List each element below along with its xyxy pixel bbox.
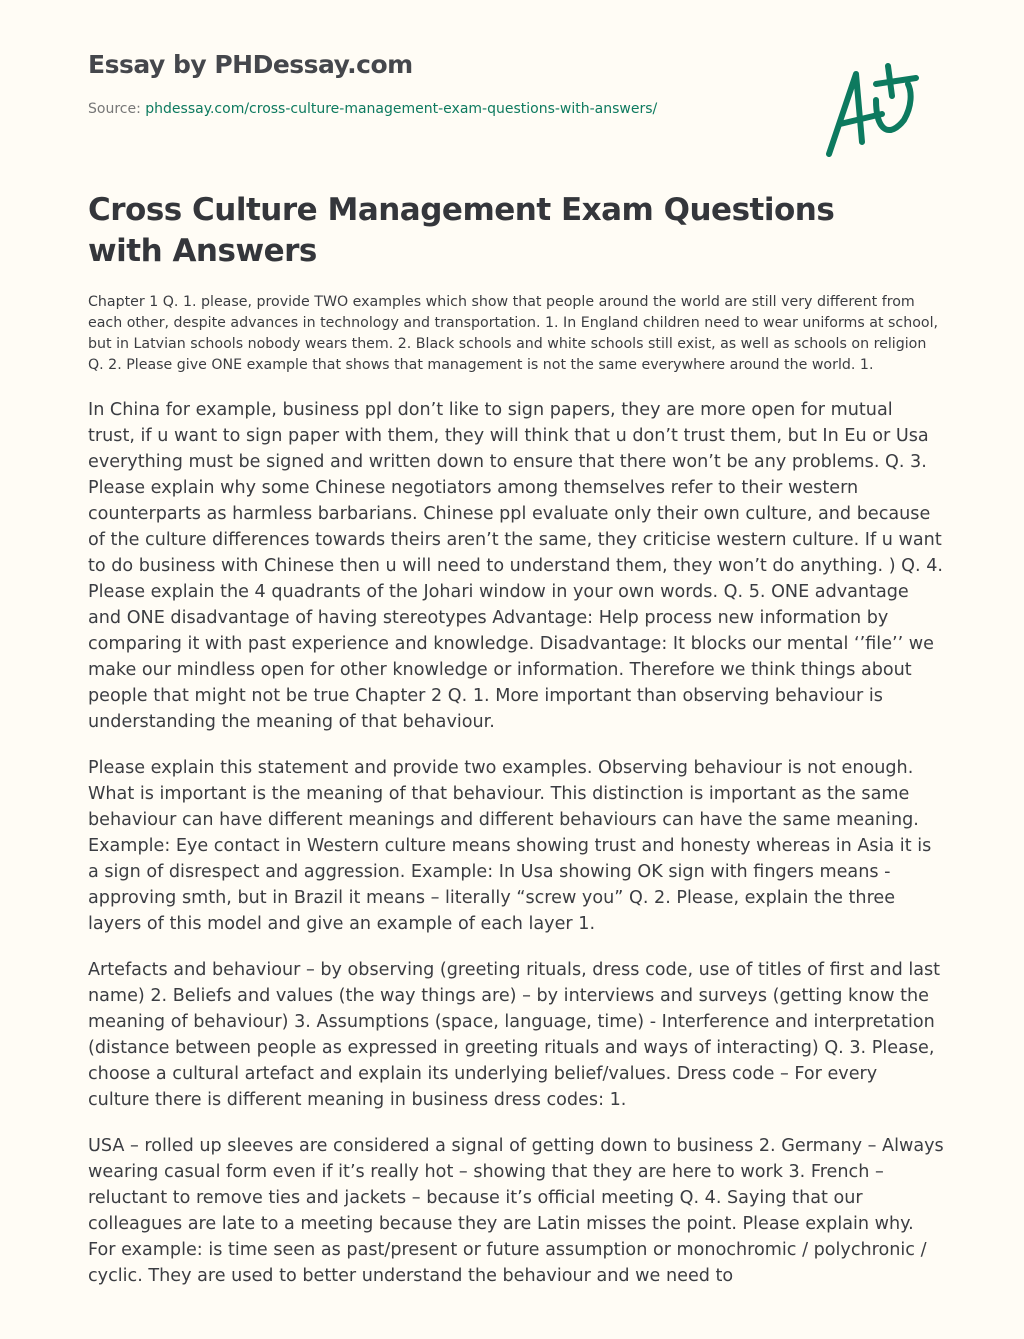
essay-paragraph: Artefacts and behaviour – by observing (greeting rituals, dress code, use of titles of first and last name) 2. Beliefs and values (the way things are) – by interviews and surveys (getting know the meaning of behaviour) 3. Assumptions (space, language, time) - Interference and interpretation (distance between people as expressed in greeting rituals and ways of interacting) Q. 3. Please, choose a cultural artefact and explain its underlying belief/values. Dress code – For every culture there is different meaning in business dress codes: 1. — [88, 960, 941, 1110]
essay-paragraph: Please explain this statement and provide two examples. Observing behaviour is not enough. What is important is the meaning of that behaviour. This distinction is important as the same behaviour can have different meanings and different behaviours can have the same meaning. Example: Eye contact in Western culture means showing trust and honesty whereas in Asia it is a sign of disrespect and aggression. Example: In Usa showing OK sign with fingers means - approving smth, but in Brazil it means – literally “screw you” Q. 2. Please, explain the three layers of this model and give an example of each layer 1. — [88, 758, 932, 934]
source-label: Source: — [88, 101, 146, 117]
intro-paragraph: Chapter 1 Q. 1. please, provide TWO examples which show that people around the world are still very different from each other, despite advances in technology and transportation. 1. In England children need to wear uniforms at school, but in Latvian schools nobody wears them. 2. Black schools and white schools still exist, as well as schools on religion Q. 2. Please give ONE example that shows that management is not the same everywhere around the world. 1. — [88, 294, 939, 373]
essay-paragraph: In China for example, business ppl don’t like to sign papers, they are more open for mutual trust, if u want to sign paper with them, they will think that u don’t trust them, but In Eu or Usa everything must be signed and written down to ensure that there won’t be any problems. Q. 3. Please explain why some Chinese negotiators among themselves refer to their western counterparts as harmless barbarians. Chinese ppl evaluate only their own culture, and because of the culture differences towards theirs aren’t the same, they criticise western culture. If u want to do business with Chinese then u will need to understand them, they won’t do anything. ) Q. 4. Please explain the 4 quadrants of the Johari window in your own words. Q. 5. ONE advantage and ONE disadvantage of having stereotypes Advantage: Help process new information by comparing it with past experience and knowledge. Disadvantage: It blocks our mental ‘’file’’ we make our mindless open for other knowledge or information. Therefore we think things about people that might not be true Chapter 2 Q. 1. More important than observing behaviour is understanding the meaning of that behaviour. — [88, 400, 944, 732]
a-plus-logo-icon — [820, 62, 930, 166]
source-line — [88, 101, 657, 117]
site-brand: Essay by PHDessay.com — [88, 50, 413, 79]
essay-paragraph: USA – rolled up sleeves are considered a signal of getting down to business 2. Germany – Always wearing casual form even if it’s really hot – showing that they are here to work 3. French – reluctant to remove ties and jackets – because it’s official meeting Q. 4. Saying that our colleagues are late to a meeting because they are Latin misses the point. Please explain why. For example: is time seen as past/present or future assumption or monochromic / polychronic / cyclic. They are used to better understand the behaviour and we need to — [88, 1136, 944, 1286]
source-link[interactable]: phdessay.com/cross-culture-management-exam-questions-with-answers/ — [145, 101, 658, 117]
page-title: Cross Culture Management Exam Questions with Answers — [88, 192, 835, 269]
essay-body — [88, 292, 944, 1310]
